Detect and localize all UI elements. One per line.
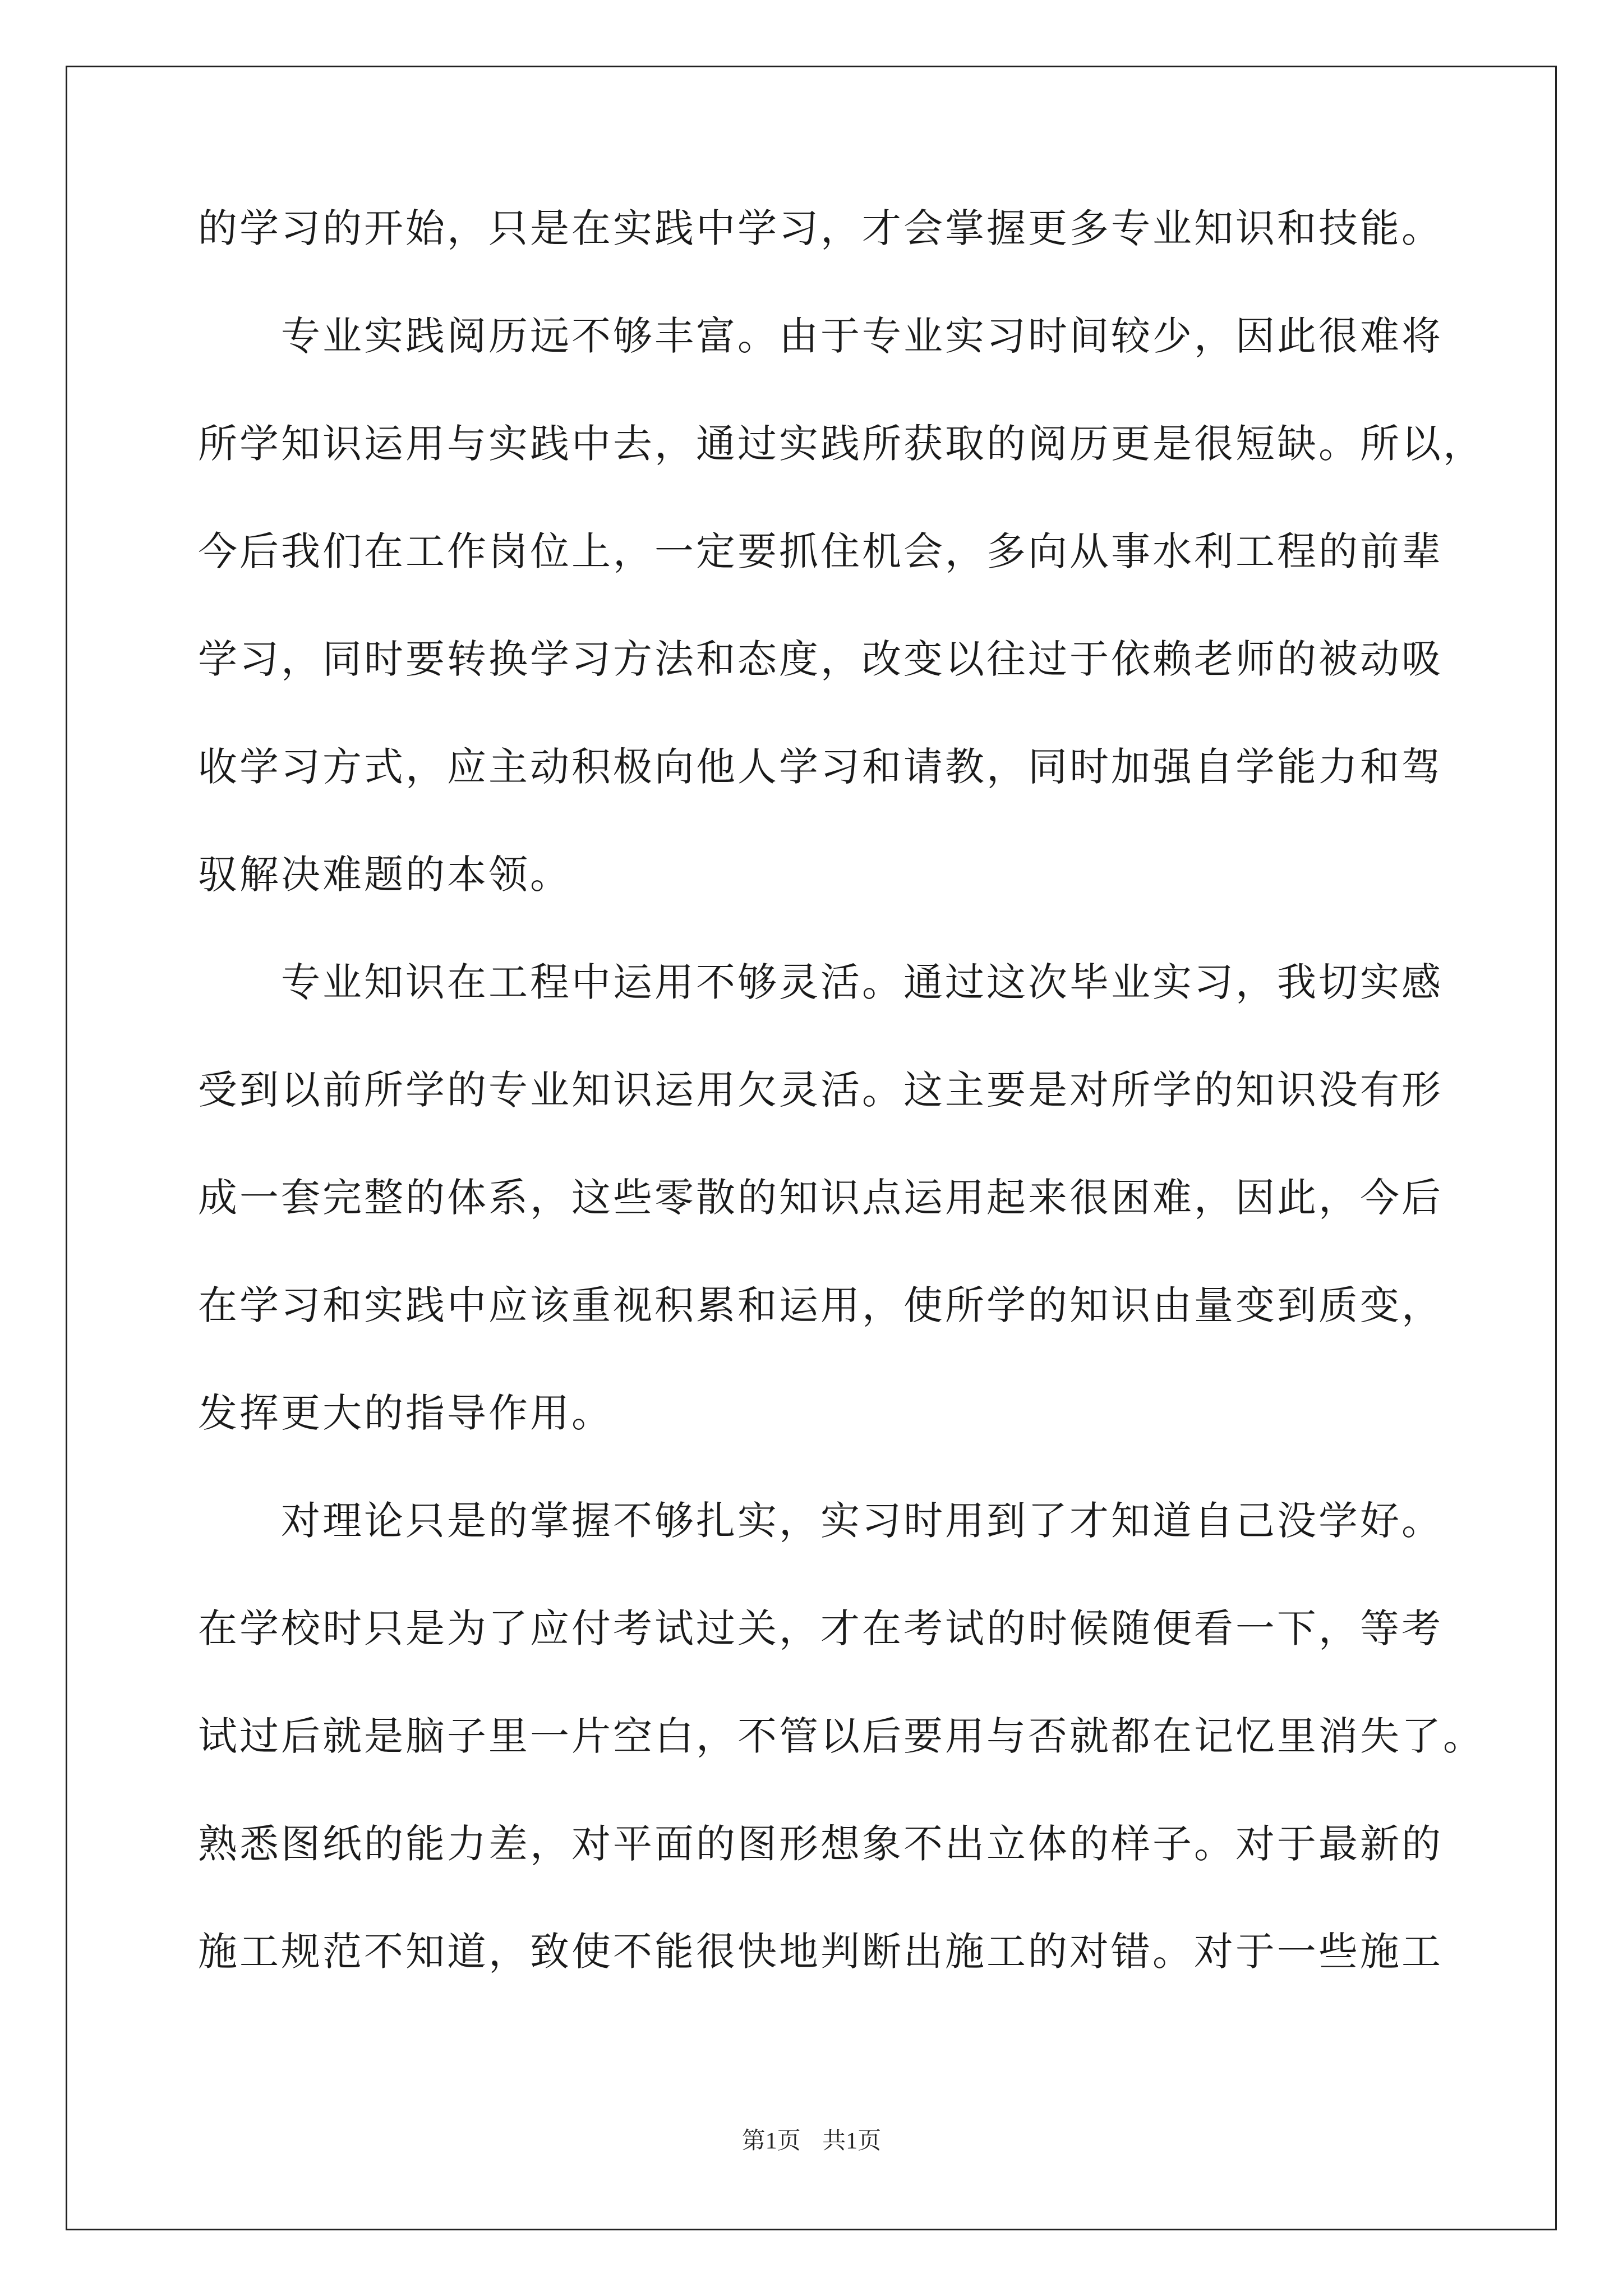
text-line: 受到以前所学的专业知识运用欠灵活。这主要是对所学的知识没有形 [198, 1067, 1443, 1113]
text-line: 在学习和实践中应该重视积累和运用，使所学的知识由量变到质变， [198, 1282, 1443, 1328]
document-body [198, 205, 1484, 2040]
text-line: 收学习方式，应主动积极向他人学习和请教，同时加强自学能力和驾 [198, 744, 1443, 790]
text-line: 学习，同时要转换学习方法和态度，改变以往过于依赖老师的被动吸 [198, 636, 1443, 682]
page-footer [0, 2129, 1623, 2153]
text-line: 对理论只是的掌握不够扎实，实习时用到了才知道自己没学好。 [281, 1498, 1443, 1544]
text-line: 试过后就是脑子里一片空白，不管以后要用与否就都在记忆里消失了。 [198, 1713, 1484, 1759]
text-line: 发挥更大的指导作用。 [198, 1390, 613, 1436]
text-line: 专业实践阅历远不够丰富。由于专业实习时间较少，因此很难将 [281, 313, 1443, 359]
text-line: 施工规范不知道，致使不能很快地判断出施工的对错。对于一些施工 [198, 1929, 1443, 1975]
text-line: 成一套完整的体系，这些零散的知识点运用起来很困难，因此，今后 [198, 1175, 1443, 1221]
page-total: 共1页 [822, 2128, 882, 2154]
text-line: 专业知识在工程中运用不够灵活。通过这次毕业实习，我切实感 [281, 959, 1443, 1005]
text-line: 驭解决难题的本领。 [198, 852, 571, 898]
text-line: 的学习的开始，只是在实践中学习，才会掌握更多专业知识和技能。 [198, 205, 1443, 251]
text-line: 今后我们在工作岗位上，一定要抓住机会，多向从事水利工程的前辈 [198, 528, 1443, 574]
text-line: 所学知识运用与实践中去，通过实践所获取的阅历更是很短缺。所以， [198, 421, 1484, 467]
page-number: 第1页 [741, 2128, 801, 2154]
text-line: 熟悉图纸的能力差，对平面的图形想象不出立体的样子。对于最新的 [198, 1821, 1443, 1867]
text-line: 在学校时只是为了应付考试过关，才在考试的时候随便看一下，等考 [198, 1605, 1443, 1651]
